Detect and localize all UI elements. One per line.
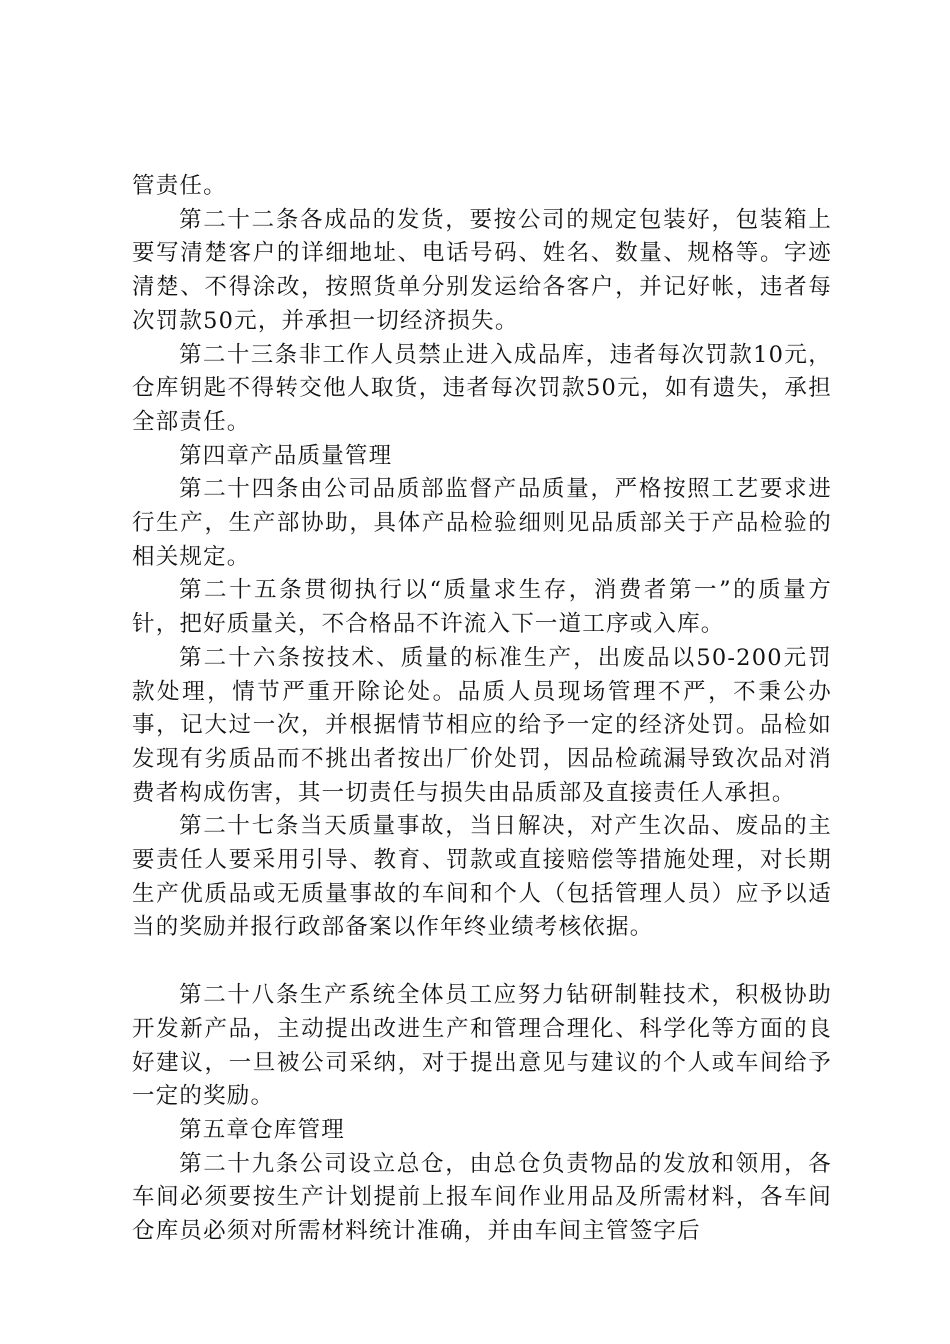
blank-line <box>132 945 832 979</box>
chapter-5-heading: 第五章仓库管理 <box>179 1116 345 1143</box>
article-29-paragraph: 第二十九条公司设立总仓，由总仓负责物品的发放和领用，各车间必须要按生产计划提前上报车间作业用品及所需材料，各车间仓库员必须对所需材料统计准确，并由车间主管签字后 <box>132 1150 832 1245</box>
article-26-paragraph: 第二十六条按技术、质量的标准生产，出废品以50-200元罚款处理，情节严重开除论处。品质人员现场管理不严，不秉公办事，记大过一次，并根据情节相应的给予一定的经济处罚。品检如发现有劣质品而不挑出者按出厂价处罚，因品检疏漏导致次品对消费者构成伤害，其一切责任与损失由品质部及直接责任人承担。 <box>132 644 832 806</box>
article-27-paragraph: 第二十七条当天质量事故，当日解决，对产生次品、废品的主要责任人要采用引导、教育、罚款或直接赔偿等措施处理，对长期生产优质品或无质量事故的车间和个人（包括管理人员）应予以适当的奖励并报行政部备案以作年终业绩考核依据。 <box>132 813 832 941</box>
article-23-paragraph: 第二十三条非工作人员禁止进入成品库，违者每次罚款10元，仓库钥匙不得转交他人取货，违者每次罚款50元，如有遗失，承担全部责任。 <box>132 341 832 435</box>
document-body <box>132 170 832 1249</box>
chapter-4-heading: 第四章产品质量管理 <box>179 442 393 469</box>
paragraph-continuation: 管责任。 <box>132 173 227 199</box>
article-28-paragraph: 第二十八条生产系统全体员工应努力钻研制鞋技术，积极协助开发新产品，主动提出改进生产和管理合理化、科学化等方面的良好建议，一旦被公司采纳，对于提出意见与建议的个人或车间给予一定的奖励。 <box>132 982 832 1110</box>
article-25-paragraph: 第二十五条贯彻执行以“质量求生存，消费者第一”的质量方针，把好质量关，不合格品不许流入下一道工序或入库。 <box>132 577 832 638</box>
article-24-paragraph: 第二十四条由公司品质部监督产品质量，严格按照工艺要求进行生产，生产部协助，具体产品检验细则见品质部关于产品检验的相关规定。 <box>132 476 832 570</box>
article-22-paragraph: 第二十二条各成品的发货，要按公司的规定包装好，包装箱上要写清楚客户的详细地址、电话号码、姓名、数量、规格等。字迹清楚、不得涂改，按照货单分别发运给各客户，并记好帐，违者每次罚款50元，并承担一切经济损失。 <box>132 206 832 334</box>
